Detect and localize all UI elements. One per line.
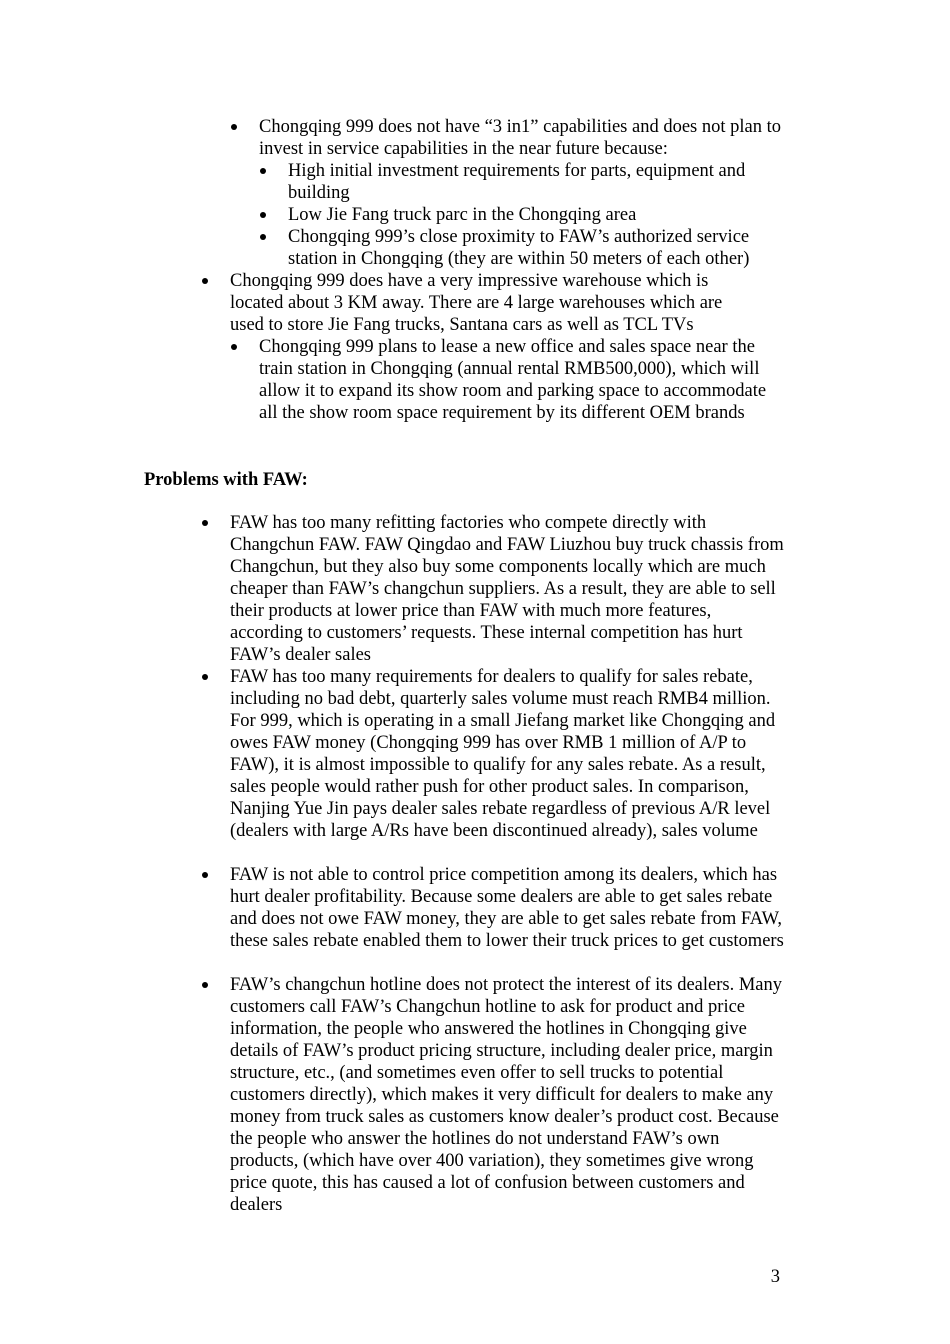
list-item — [230, 270, 760, 336]
list-item-text: Chongqing 999’s close proximity to FAW’s authorized service station in Chongqing (they are within 50 meters of each other) — [288, 227, 750, 269]
bullet-icon — [202, 278, 208, 284]
list-item — [230, 512, 785, 666]
bullet-icon — [202, 674, 208, 680]
list-item — [259, 336, 784, 424]
list-item-text: FAW has too many refitting factories who compete directly with Changchun FAW. FAW Qingdao and FAW Liuzhou buy truck chassis from Changchun, but they also buy some components locally which are much cheaper than FAW’s changchun suppliers. As a result, they are able to sell their products at lower price than FAW with much more features, according to customers’ requests. These internal competition has hurt FAW’s dealer sales — [230, 513, 784, 665]
section-heading: Problems with FAW: — [144, 470, 308, 490]
bullet-icon — [202, 520, 208, 526]
list-item-text: Chongqing 999 plans to lease a new office and sales space near the train station in Chongqing (annual rental RMB500,000), which will allow it to expand its show room and parking space to accommodate all the show room space requirement by its different OEM brands — [259, 337, 767, 423]
list-item — [288, 226, 778, 270]
list-item — [230, 666, 785, 842]
bullet-icon — [260, 168, 266, 174]
list-item-text: High initial investment requirements for parts, equipment and building — [288, 161, 746, 203]
list-item — [230, 864, 785, 952]
list-item-text: FAW is not able to control price competition among its dealers, which has hurt dealer profitability. Because some dealers are able to get sales rebate and does not owe FAW money, they are able to get sales rebate from FAW, these sales rebate enabled them to lower their truck prices to get customers — [230, 865, 784, 951]
list-item-text: FAW has too many requirements for dealers to qualify for sales rebate, including no bad debt, quarterly sales volume must reach RMB4 million. For 999, which is operating in a small Jiefang market like Chongqing and owes FAW money (Chongqing 999 has over RMB 1 million of A/P to FAW), it is almost impossible to qualify for any sales rebate. As a result, sales people would rather push for other product sales. In comparison, Nanjing Yue Jin pays dealer sales rebate regardless of previous A/R level (dealers with large A/Rs have been discontinued already), sales volume — [230, 667, 776, 841]
list-item — [259, 116, 789, 160]
list-item-text: FAW’s changchun hotline does not protect the interest of its dealers. Many customers call FAW’s Changchun hotline to ask for product and price information, the people who answered the hotlines in Chongqing give details of FAW’s product pricing structure, including dealer price, margin structure, etc., (and sometimes even offer to sell trucks to potential customers directly), which makes it very difficult for dealers to make any money from truck sales as customers know dealer’s product cost. Because the people who answer the hotlines do not understand FAW’s own products, (which have over 400 variation), they sometimes give wrong price quote, this has caused a lot of confusion between customers and dealers — [230, 975, 783, 1215]
list-item-text: Chongqing 999 does have a very impressive warehouse which is located about 3 KM away. There are 4 large warehouses which are used to store Jie Fang trucks, Santana cars as well as TCL TVs — [230, 271, 723, 335]
list-item — [288, 160, 778, 204]
list-item-text: Low Jie Fang truck parc in the Chongqing area — [288, 205, 637, 225]
bullet-icon — [231, 124, 237, 130]
bullet-icon — [260, 212, 266, 218]
page-number: 3 — [770, 1267, 780, 1287]
list-item-text: Chongqing 999 does not have “3 in1” capabilities and does not plan to invest in service capabilities in the near future because: — [259, 117, 782, 159]
bullet-icon — [202, 872, 208, 878]
list-item — [288, 204, 778, 226]
bullet-icon — [202, 982, 208, 988]
list-item — [230, 974, 785, 1216]
bullet-icon — [231, 344, 237, 350]
bullet-icon — [260, 234, 266, 240]
